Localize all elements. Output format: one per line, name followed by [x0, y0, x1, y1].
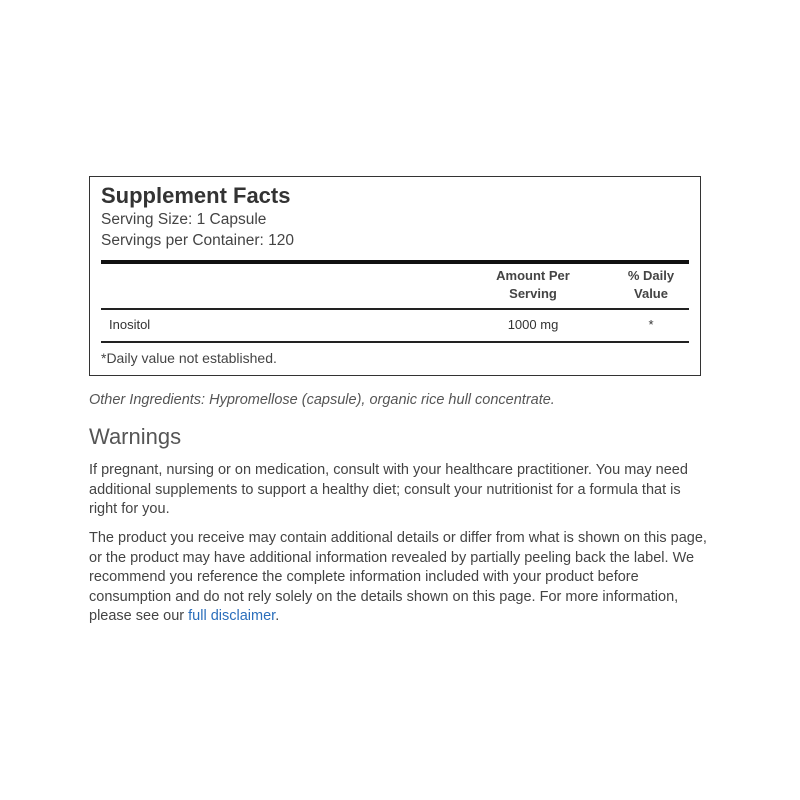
warnings-paragraph: If pregnant, nursing or on medication, consult with your healthcare practitioner. You may need additional supplements to support a healthy diet; consult your nutritionist for a formula that is right for you. [89, 462, 688, 517]
ingredient-name: Inositol [109, 317, 151, 332]
other-ingredients: Other Ingredients: Hypromellose (capsule), organic rice hull concentrate. [89, 392, 555, 408]
dv-header-line1: % Daily [627, 268, 675, 283]
footer-divider [101, 341, 689, 343]
ingredient-daily-value: * [648, 317, 654, 332]
servings-per-container: Servings per Container: 120 [101, 232, 295, 249]
disclaimer-paragraph [89, 529, 709, 627]
disclaimer-period: . [275, 608, 280, 624]
dv-header-line2: Value [634, 286, 668, 301]
full-disclaimer-link[interactable]: full disclaimer [188, 608, 276, 624]
supplement-facts-panel [89, 176, 701, 376]
amount-per-serving-header [483, 267, 583, 303]
disclaimer-text: The product you receive may contain additional details or differ from what is shown on this page, or the product may have additional information revealed by partially peeling back the label. We recommend you reference the complete information included with your product before consumption and do not rely solely on the details shown on this page. For more information, please see our [89, 530, 707, 624]
header-divider [101, 308, 689, 310]
supplement-facts-title: Supplement Facts [101, 183, 291, 208]
ingredient-amount: 1000 mg [507, 317, 559, 332]
amount-header-line2: Serving [509, 286, 557, 301]
table-row [101, 317, 689, 337]
daily-value-footnote: *Daily value not established. [101, 350, 277, 366]
thick-divider [101, 260, 689, 264]
daily-value-header [601, 267, 701, 303]
facts-table-header [101, 267, 689, 307]
amount-header-line1: Amount Per [496, 268, 570, 283]
serving-size: Serving Size: 1 Capsule [101, 211, 267, 228]
warnings-title: Warnings [89, 424, 182, 449]
